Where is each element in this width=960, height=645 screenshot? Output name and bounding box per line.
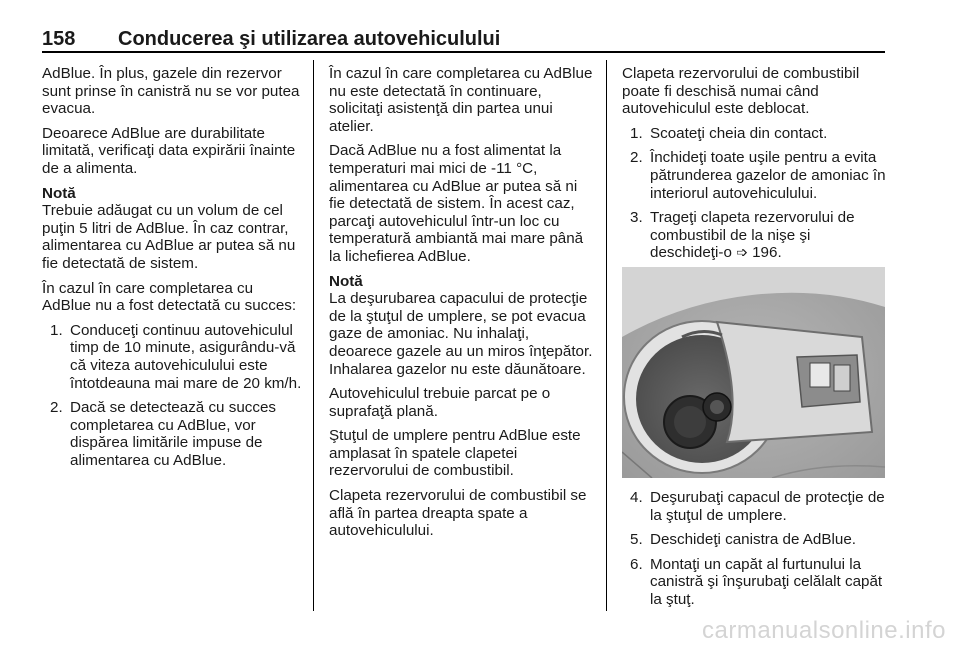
step-number: 5. [630,531,643,549]
step-number: 1. [50,321,63,339]
column-2 [329,65,595,547]
steps-list [42,322,304,470]
list-item [622,556,887,609]
step-text: Montaţi un capăt al furtunului la canistră şi înşurubaţi celălalt capăt la ştuţ. [650,555,883,608]
step-text: Deşurubaţi capacul de protecţie de la ştuţul de umplere. [650,489,885,524]
column-1 [42,65,304,476]
steps-list [622,489,887,609]
list-item [42,322,304,392]
list-item [622,531,887,549]
list-item [622,489,887,524]
list-item [42,399,304,469]
paragraph: Dacă AdBlue nu a fost alimentat la temperaturi mai mici de -11 °C, alimentarea cu AdBlue ar putea să ni fie detectată de sistem. În acest caz, parcaţi autovehiculul într-un loc cu temperatură ambiantă mai mare până la lichefierea AdBlue. [329,142,584,265]
step-number: 3. [630,209,643,227]
fuel-filler-illustration [622,267,885,478]
paragraph: În cazul în care completarea cu AdBlue nu este detectată în continuare, solicitaţi asistenţă din partea unui atelier. [329,65,593,135]
paragraph: AdBlue. În plus, gazele din rezervor sunt prinse în canistră nu se vor putea evacua. [42,65,300,118]
list-item [622,125,887,143]
page-title: Conducerea şi utilizarea autovehiculului [118,28,501,50]
step-number: 2. [630,149,643,167]
page-number: 158 [42,28,76,50]
step-number: 4. [630,489,643,506]
step-text: Închideţi toate uşile pentru a evita pătrunderea gazelor de amoniac în interiorul autovehiculului. [650,149,886,202]
paragraph: Clapeta rezervorului de combustibil se află în partea dreapta spate a autovehiculului. [329,487,587,540]
steps-list [622,125,887,262]
paragraph: Autovehiculul trebuie parcat pe o suprafaţă plană. [329,385,551,420]
step-text: Scoateţi cheia din contact. [650,124,828,142]
step-text: Dacă se detectează cu succes completarea cu AdBlue, vor dispărea limitările impuse de alimentarea cu AdBlue. [70,399,276,469]
note-text: La deşurubarea capacului de protecţie de la ştuţul de umplere, se pot evacua gaze de amoniac. Nu inhalaţi, deoarece gazele au un miros înţepător. Inhalarea gazelor nu este dăunătoare. [329,290,593,378]
step-number: 6. [630,555,643,573]
column-divider-1 [313,60,314,611]
watermark: carmanualsonline.info [702,617,946,644]
column-3 [622,65,887,269]
step-number: 2. [50,399,63,417]
step-text: Conduceţi continuu autovehiculul timp de 10 minute, asigurându-vă că viteza autovehiculului este întotdeauna mai mare de 20 km/h. [70,321,302,392]
note-heading: Notă [42,184,76,202]
step-text: Deschideţi canistra de AdBlue. [650,531,856,549]
paragraph: Deoarece AdBlue are durabilitate limitată, verificaţi data expirării înainte de a alimenta. [42,124,296,177]
list-item [622,209,887,262]
note-heading: Notă [329,272,363,290]
step-number: 1. [630,124,643,142]
paragraph: În cazul în care completarea cu AdBlue nu a fost detectată cu succes: [42,279,297,315]
step-text: Trageţi clapeta rezervorului de combustibil de la nişe şi deschideţi-o [650,209,855,262]
header-rule [42,51,885,53]
column-3-continued [622,489,887,616]
page-reference[interactable]: 196. [752,244,782,262]
note-text: Trebuie adăugat cu un volum de cel puţin 5 litri de AdBlue. În caz contrar, alimentarea cu AdBlue ar putea să nu fie detectată de sistem. [42,202,296,272]
fuel-filler-flap-photo [622,267,885,478]
list-item [622,149,887,202]
paragraph: Ştuţul de umplere pentru AdBlue este amplasat în spatele clapetei rezervorului de combustibil. [329,427,581,480]
column-divider-2 [606,60,607,611]
paragraph: Clapeta rezervorului de combustibil poate fi deschisă numai când autovehiculul este deblocat. [622,65,860,118]
page-reference-arrow-icon: ➩ [736,244,748,261]
